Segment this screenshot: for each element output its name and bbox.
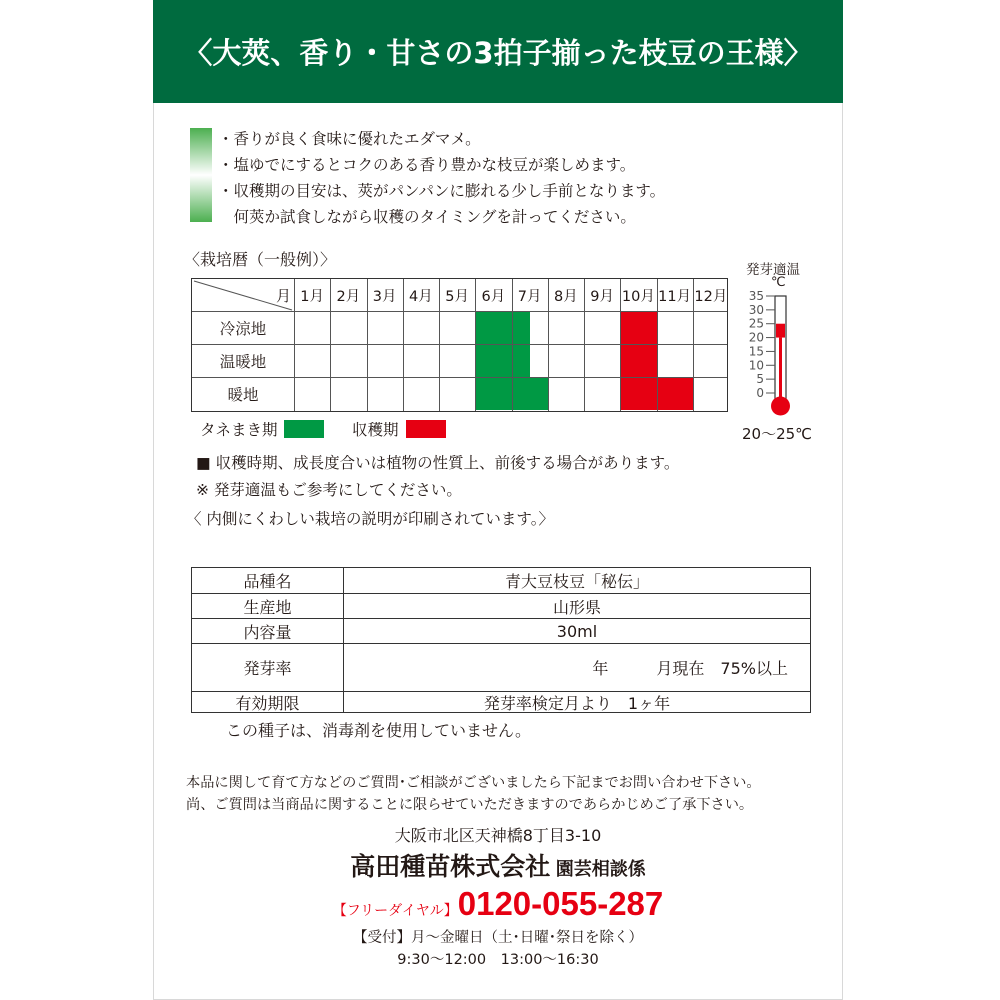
harvest-period-bar: [620, 344, 656, 377]
thermometer-title: 発芽適温: [746, 262, 800, 278]
corner-label: 月: [276, 287, 292, 305]
spec-value: 年 月現在 75%以上: [592, 659, 788, 678]
header-banner: [153, 0, 843, 103]
spec-value: 青大豆枝豆「秘伝」: [504, 572, 649, 591]
legend-sow-label: タネまき期: [200, 421, 278, 439]
spec-key: 有効期限: [192, 692, 344, 712]
department: 園芸相談係: [555, 859, 646, 880]
phone-block: [153, 885, 843, 923]
month-header: 1月: [300, 288, 324, 305]
region-label: 冷涼地: [219, 319, 267, 338]
region-label: 温暖地: [219, 352, 267, 371]
note-harvest-variance: ■ 収穫時期、成長度合いは植物の性質上、前後する場合があります。: [196, 454, 680, 472]
thermometer-mercury: [779, 338, 782, 405]
tick-label: 30: [748, 302, 764, 317]
legend-harvest-label: 収穫期: [352, 421, 399, 439]
table-row: [192, 643, 810, 691]
table-row: [192, 568, 810, 593]
tick-label: 15: [748, 344, 764, 359]
calendar-title: 〈栽培暦（一般例）〉: [184, 250, 337, 269]
spec-key: 品種名: [192, 568, 344, 593]
spec-key: 発芽率: [192, 644, 344, 691]
month-header: 9月: [590, 288, 614, 305]
note-inside-print: 〈 内側にくわしい栽培の説明が印刷されています。〉: [186, 510, 554, 528]
thermometer-unit: ℃: [771, 275, 786, 290]
feature-item: ・塩ゆでにするとコクのある香り豊かな枝豆が楽しめます。: [218, 156, 636, 174]
note-temperature: ※ 発芽適温もご参考にしてください。: [196, 481, 462, 499]
month-header: 7月: [517, 288, 542, 305]
legend-harvest-swatch: [406, 420, 446, 438]
month-header: 4月: [409, 288, 433, 305]
month-header: 11月: [658, 288, 692, 305]
feature-item: 何莢か試食しながら収穫のタイミングを計ってください。: [218, 208, 636, 226]
spec-table: [191, 567, 811, 713]
month-header: 6月: [481, 288, 506, 305]
company-address: 大阪市北区天神橋8丁目3-10: [394, 826, 602, 845]
feature-item: ・香りが良く食味に優れたエダマメ。: [218, 130, 481, 148]
inquiry-line-2: 尚、ご質問は当商品に関することに限らせていただきますのであらかじめご了承下さい。: [186, 797, 754, 813]
table-row: [192, 691, 810, 712]
feature-item: ・収穫期の目安は、莢がパンパンに膨れる少し手前となります。: [218, 182, 666, 200]
spec-value: 山形県: [552, 597, 601, 617]
month-header: 12月: [694, 288, 728, 305]
reception-days: 【受付】月～金曜日（土･日曜･祭日を除く）: [353, 930, 643, 946]
sow-period-bar: [475, 311, 529, 344]
tick-label: 20: [748, 330, 764, 345]
table-row: [192, 593, 810, 618]
month-header: 3月: [372, 288, 397, 305]
feature-list: [218, 126, 665, 230]
month-header: 5月: [445, 288, 469, 305]
optimal-range-mark: [776, 324, 785, 338]
company-block: [153, 847, 843, 883]
month-header: 2月: [336, 288, 361, 305]
harvest-period-bar: [620, 311, 656, 344]
spec-key: 生産地: [192, 594, 344, 618]
thermometer-caption: 20～25℃: [742, 425, 813, 443]
tick-label: 35: [748, 289, 764, 303]
disinfect-note: この種子は、消毒剤を使用していません。: [226, 721, 531, 740]
feature-gradient-bar: [190, 128, 212, 222]
freedial-label: 【フリーダイヤル】: [332, 903, 458, 919]
table-row: [192, 618, 810, 643]
spec-value: 発芽率検定月より 1ヶ年: [483, 693, 671, 713]
phone-number[interactable]: 0120-055-287: [457, 885, 664, 922]
thermometer-bulb: [771, 397, 790, 416]
tick-label: 25: [748, 316, 764, 331]
legend-sow-swatch: [284, 420, 324, 438]
cultivation-calendar: [191, 278, 728, 412]
tick-label: 5: [756, 372, 764, 387]
tick-label: 10: [748, 358, 764, 373]
spec-value: 30ml: [556, 621, 598, 641]
thermometer: [740, 285, 800, 420]
spec-key: 内容量: [192, 619, 344, 643]
region-label: 暖地: [227, 385, 259, 404]
reception-hours: 9:30～12:00 13:00～16:30: [397, 952, 599, 968]
month-header: 8月: [554, 288, 578, 305]
tick-label: 0: [756, 386, 764, 400]
inquiry-line-1: 本品に関して育て方などのご質問･ご相談がございましたら下記までお問い合わせ下さい。: [186, 775, 761, 791]
company-name: 高田種苗株式会社: [350, 852, 551, 881]
sow-period-bar: [475, 344, 529, 377]
month-header: 10月: [621, 288, 655, 305]
header-title: 〈大莢、香り・甘さの3拍子揃った枝豆の王様〉: [183, 36, 813, 70]
